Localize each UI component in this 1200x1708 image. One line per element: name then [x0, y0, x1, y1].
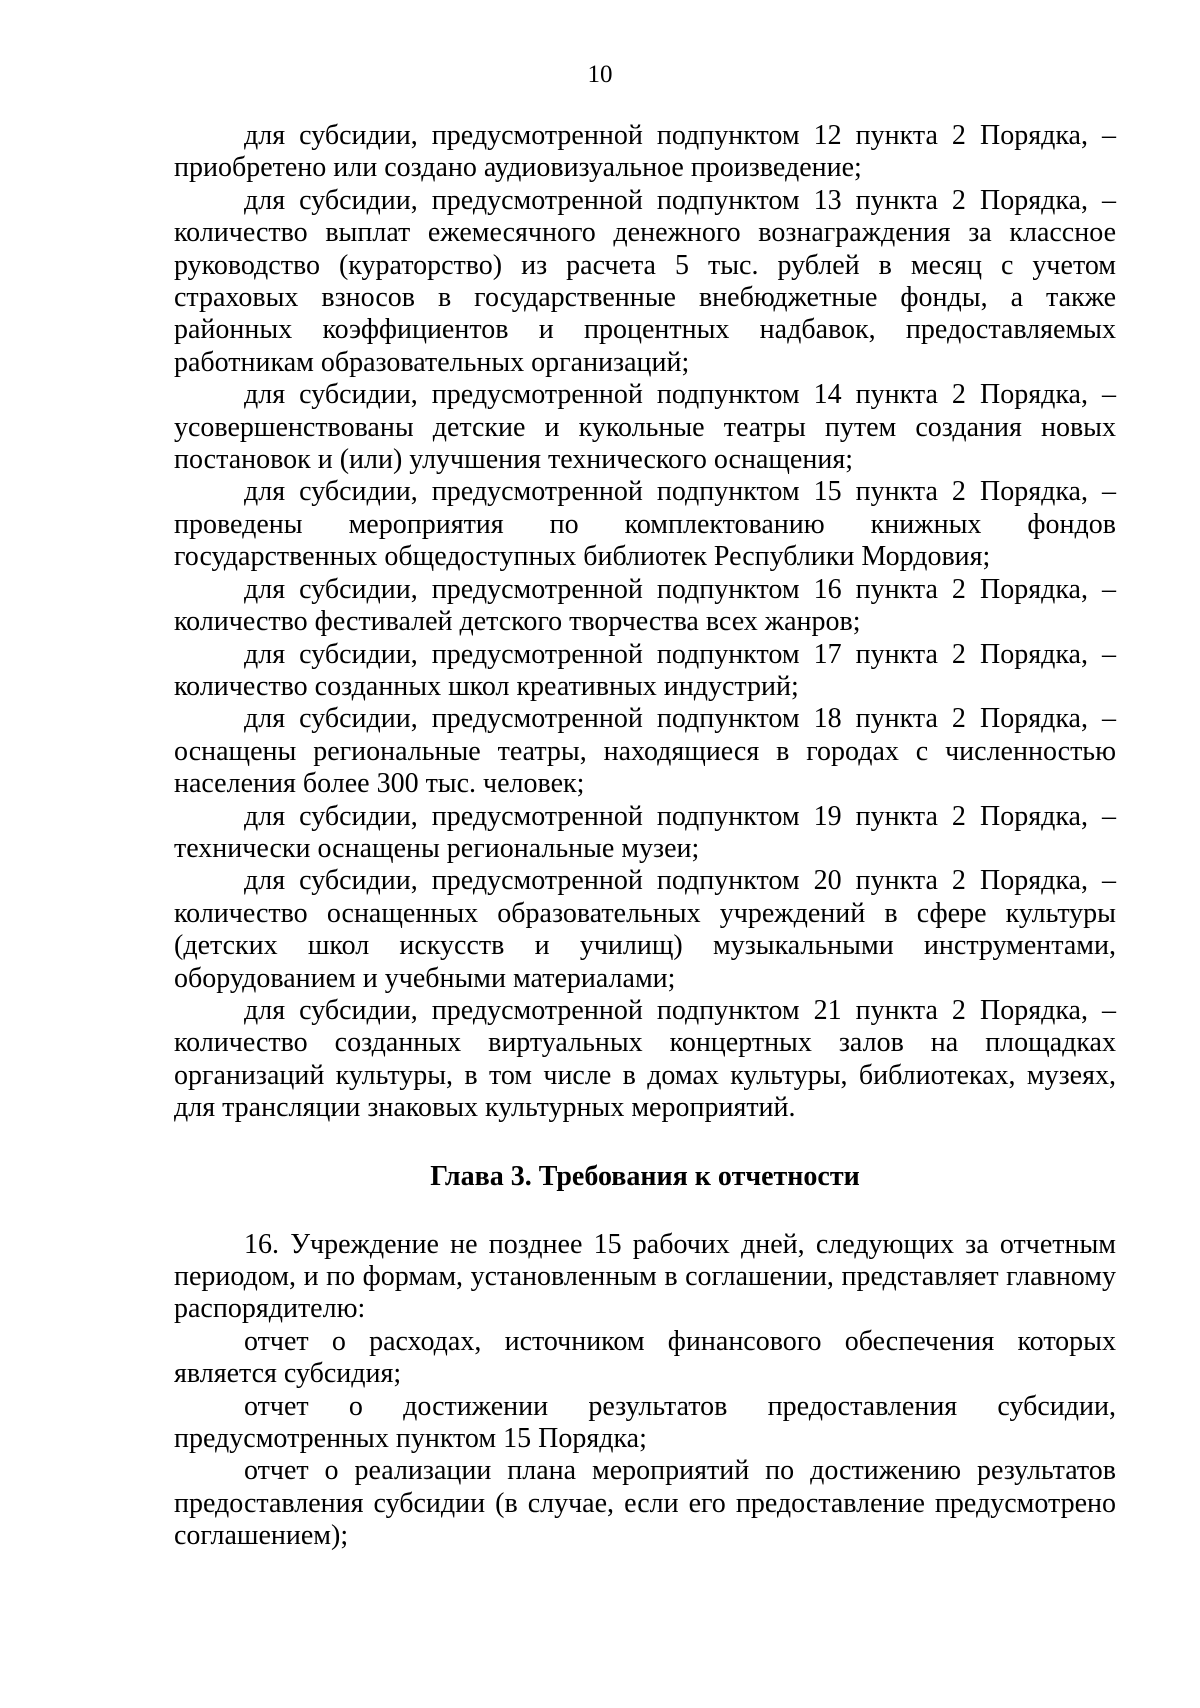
paragraph-subsidy-12: для субсидии, предусмотренной подпунктом 12 пункта 2 Порядка, – приобретено или создано аудиовизуальное произведение;: [174, 120, 1116, 184]
document-body: [174, 120, 1116, 1553]
paragraph-subsidy-15: для субсидии, предусмотренной подпунктом 15 пункта 2 Порядка, – проведены мероприятия по комплектованию книжных фондов государственных общедоступных библиотек Республики Мордовия;: [174, 476, 1116, 573]
paragraph-subsidy-21: для субсидии, предусмотренной подпунктом 21 пункта 2 Порядка, – количество созданных виртуальных концертных залов на площадках организаций культуры, в том числе в домах культуры, библиотеках, музеях, для трансляции знаковых культурных мероприятий.: [174, 994, 1116, 1124]
chapter-heading: Глава 3. Требования к отчетности: [430, 1160, 860, 1192]
paragraph-subsidy-20: для субсидии, предусмотренной подпунктом 20 пункта 2 Порядка, – количество оснащенных образовательных учреждений в сфере культуры (детских школ искусств и училищ) музыкальными инструментами, оборудованием и учебными материалами;: [174, 865, 1116, 994]
paragraph-subsidy-14: для субсидии, предусмотренной подпунктом 14 пункта 2 Порядка, – усовершенствованы детские и кукольные театры путем создания новых постановок и (или) улучшения технического оснащения;: [174, 379, 1116, 476]
paragraph-subsidy-16: для субсидии, предусмотренной подпунктом 16 пункта 2 Порядка, – количество фестивалей детского творчества всех жанров;: [174, 573, 1116, 638]
paragraph-subsidy-17: для субсидии, предусмотренной подпунктом 17 пункта 2 Порядка, – количество созданных школ креативных индустрий;: [174, 638, 1116, 702]
paragraph-report-results: отчет о достижении результатов предоставления субсидии, предусмотренных пунктом 15 Порядка;: [174, 1390, 1116, 1455]
paragraph-subsidy-13: для субсидии, предусмотренной подпунктом 13 пункта 2 Порядка, – количество выплат ежемесячного денежного вознаграждения за классное руководство (кураторство) из расчета 5 тыс. рублей в месяц с учетом страховых взносов в государственные внебюджетные фонды, а также районных коэффициентов и процентных надбавок, предоставляемых работникам образовательных организаций;: [174, 184, 1116, 378]
paragraph-subsidy-18: для субсидии, предусмотренной подпунктом 18 пункта 2 Порядка, – оснащены региональные театры, находящиеся в городах с численностью населения более 300 тыс. человек;: [174, 703, 1116, 800]
paragraph-clause-16: 16. Учреждение не позднее 15 рабочих дней, следующих за отчетным периодом, и по формам, установленным в соглашении, представляет главному распорядителю:: [174, 1228, 1116, 1325]
paragraph-subsidy-19: для субсидии, предусмотренной подпунктом 19 пункта 2 Порядка, – технически оснащены региональные музеи;: [174, 800, 1116, 864]
page-number: 10: [587, 61, 613, 88]
paragraph-report-plan: отчет о реализации плана мероприятий по достижению результатов предоставления субсидии (в случае, если его предоставление предусмотрено соглашением);: [174, 1455, 1116, 1552]
paragraph-report-expenses: отчет о расходах, источником финансового обеспечения которых является субсидия;: [174, 1325, 1116, 1390]
